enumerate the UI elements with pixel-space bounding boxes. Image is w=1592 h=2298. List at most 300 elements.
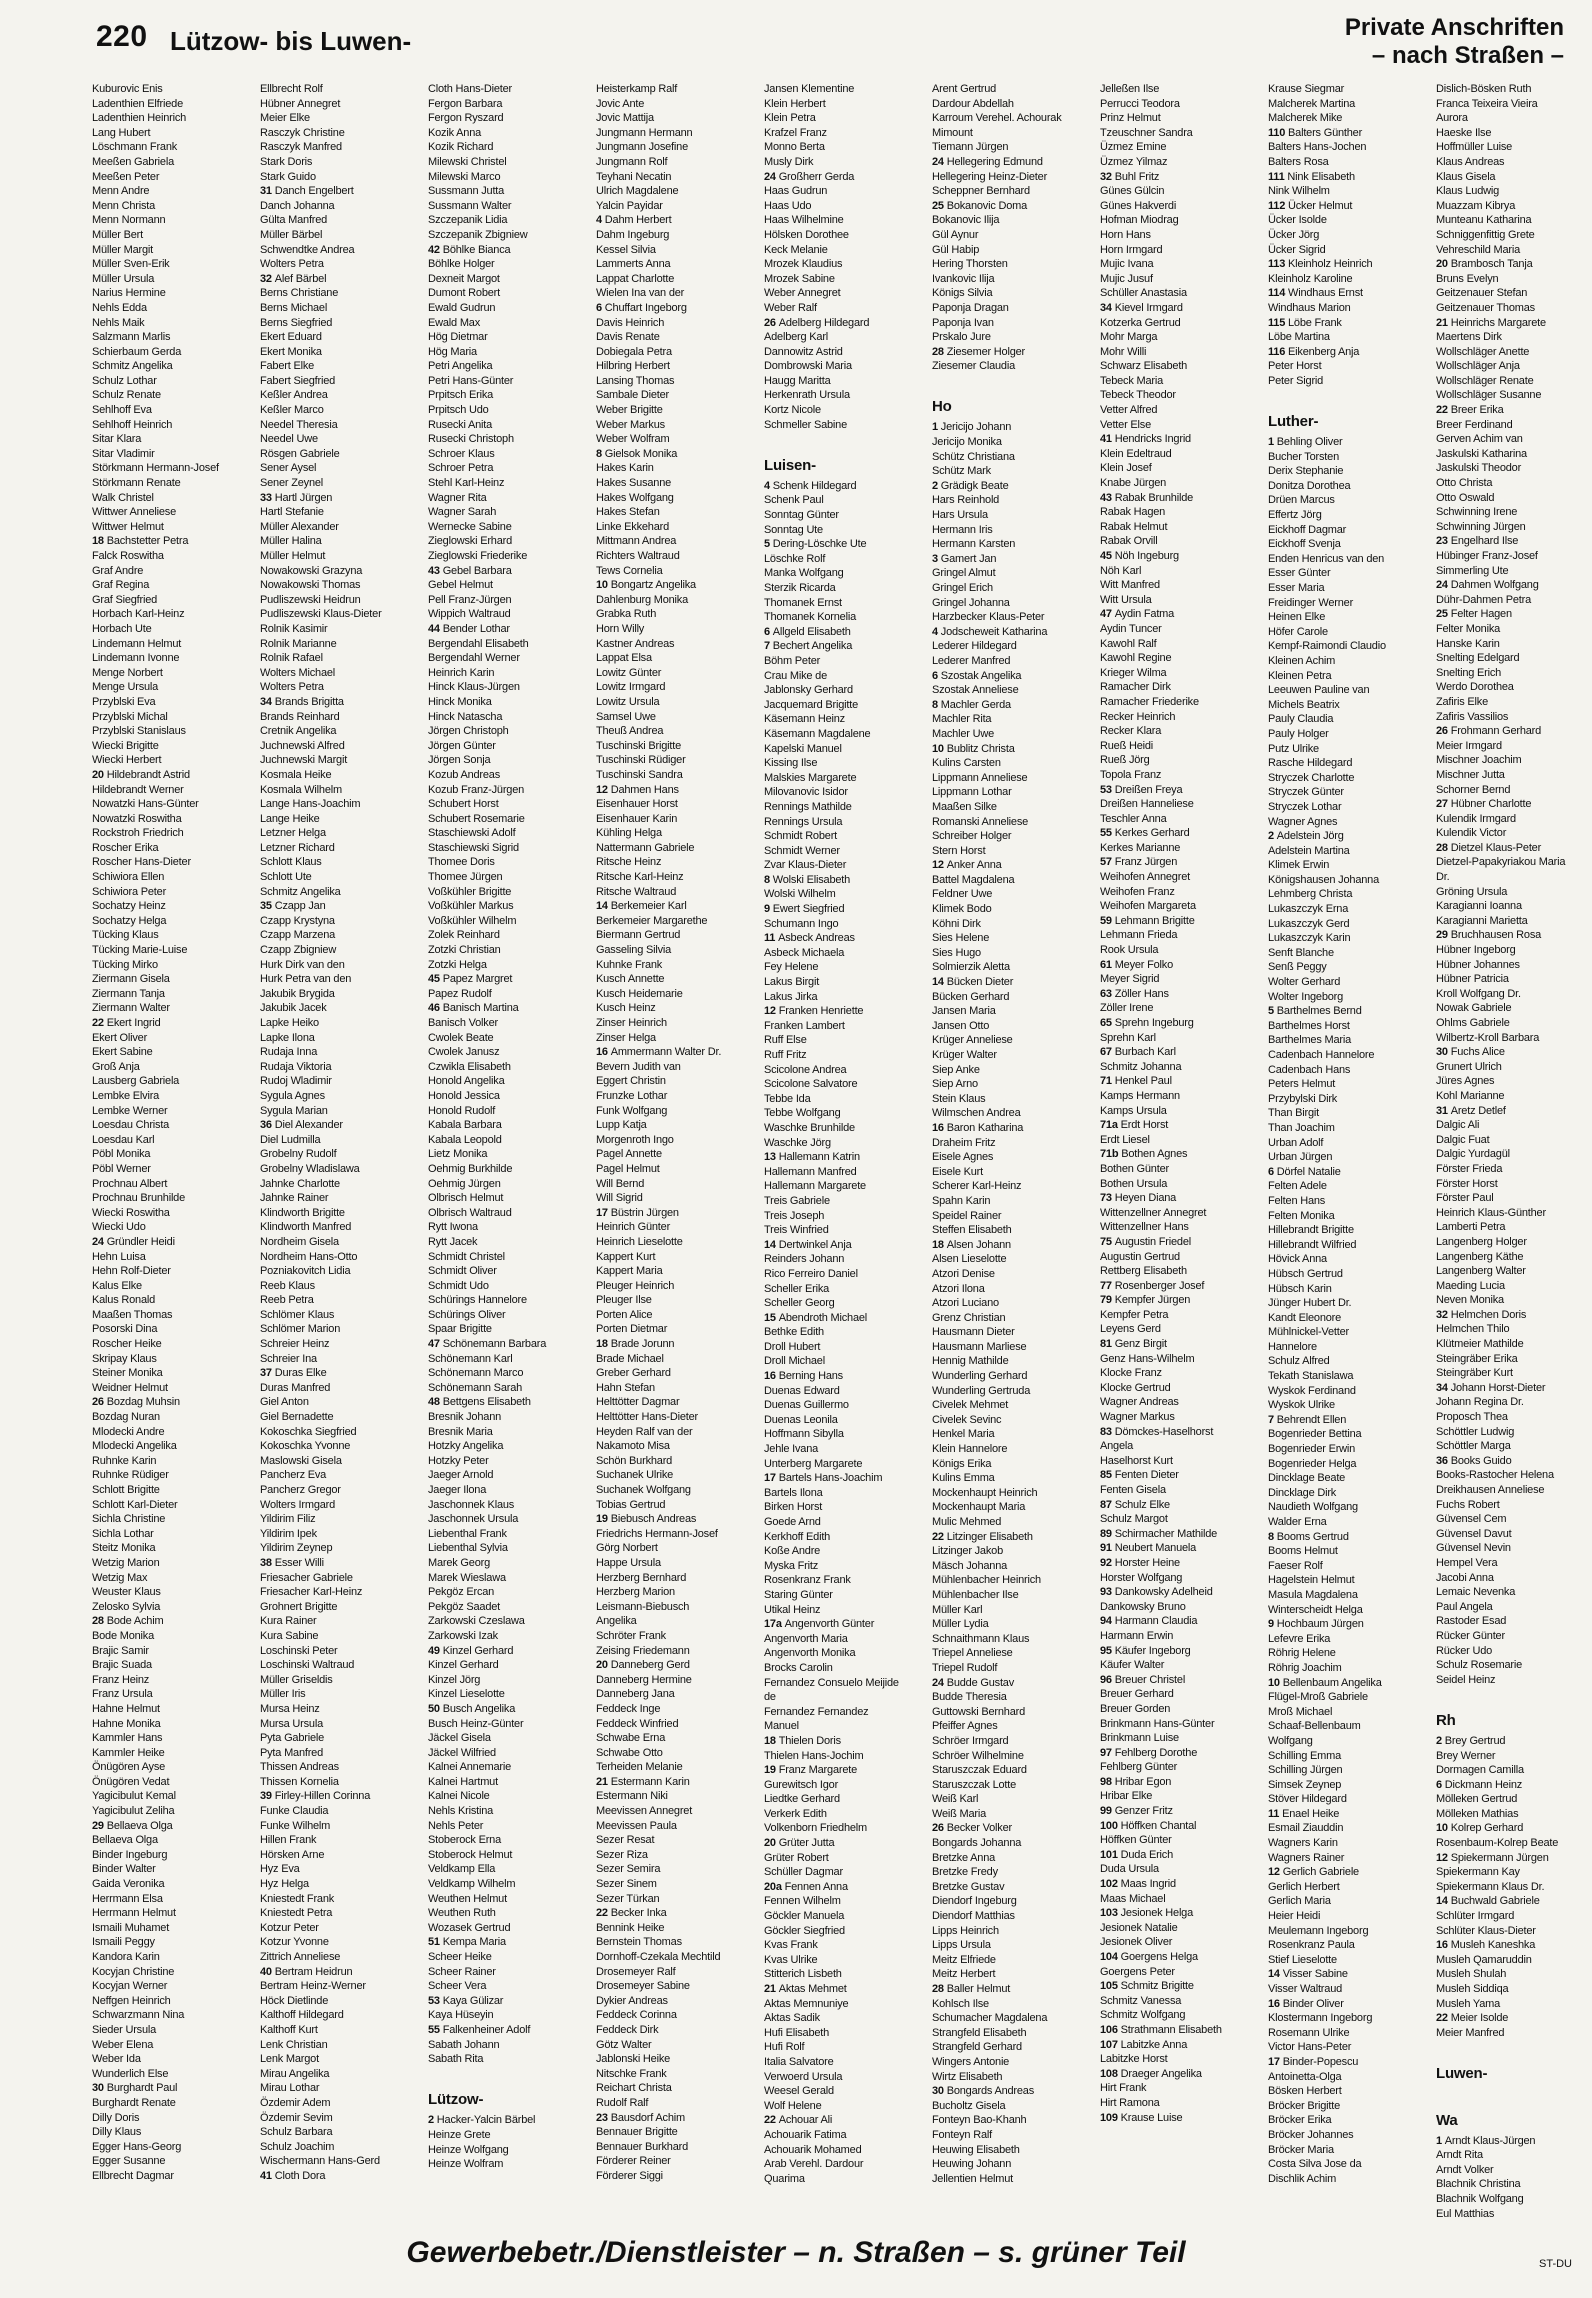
resident-entry: Dreißen Hanneliese <box>1100 798 1194 811</box>
house-number: 26 <box>92 1396 107 1409</box>
resident-entry: Röhrig Joachim <box>1268 1661 1342 1674</box>
resident-entry: Tebbe Wolfgang <box>764 1107 841 1120</box>
resident-entry: Kalus Elke <box>92 1279 142 1292</box>
resident-entry: Thielen Hans-Jochim <box>764 1749 864 1762</box>
resident-entry: Masula Magdalena <box>1268 1588 1358 1601</box>
resident-entry: Samsel Uwe <box>596 710 656 723</box>
resident-entry: Menn Andre <box>92 185 150 198</box>
resident-entry: Skripay Klaus <box>92 1352 157 1365</box>
resident-entry: Giel Bernadette <box>260 1411 334 1424</box>
house-number: 33 <box>260 491 275 504</box>
house-number: 41 <box>1100 433 1115 446</box>
resident-entry: Hermann Karsten <box>932 538 1016 551</box>
resident-entry: Jovic Mattija <box>596 112 654 125</box>
resident-entry: 27 Hübner Charlotte <box>1436 798 1532 811</box>
resident-entry: 93 Dankowsky Adelheid <box>1100 1586 1213 1599</box>
resident-entry: Brajic Suada <box>92 1659 152 1672</box>
resident-entry: 35 Czapp Jan <box>260 900 326 913</box>
resident-entry: Victor Hans-Peter <box>1268 2041 1352 2054</box>
resident-entry: Rosemann Ulrike <box>1268 2026 1350 2039</box>
resident-entry: Paponja Dragan <box>932 301 1009 314</box>
resident-entry: Schaaf-Bellenbaum <box>1268 1720 1361 1733</box>
resident-entry: Esser Maria <box>1268 582 1325 594</box>
resident-entry: 22 Breer Erika <box>1436 404 1504 417</box>
resident-entry: 30 Fuchs Alice <box>1436 1046 1505 1059</box>
resident-entry: Adelberg Karl <box>764 331 829 344</box>
resident-entry: 71a Erdt Horst <box>1100 1119 1169 1132</box>
resident-entry: Zieglowski Friederike <box>428 550 528 562</box>
resident-entry: Przyblski Stanislaus <box>92 725 186 738</box>
resident-entry: 1 Arndt Klaus-Jürgen <box>1436 2134 1536 2147</box>
resident-entry: Brinkmann Hans-Günter <box>1100 1717 1215 1730</box>
resident-entry: Fonteyn Ralf <box>932 2128 992 2141</box>
resident-entry: Schwabe Erna <box>596 1732 666 1745</box>
resident-entry: Danneberg Jana <box>596 1688 675 1701</box>
house-number: 41 <box>260 2169 275 2182</box>
resident-entry: Rabak Helmut <box>1100 520 1168 533</box>
resident-entry: Stark Guido <box>260 170 316 183</box>
resident-entry: Guttowski Bernhard <box>932 1705 1025 1718</box>
resident-entry: Klocke Gertrud <box>1100 1381 1171 1394</box>
resident-entry: Neffgen Heinrich <box>92 1994 171 2007</box>
resident-entry: Haugg Maritta <box>764 374 831 387</box>
resident-entry: Hyz Helga <box>260 1878 309 1891</box>
resident-entry: Esmail Ziauddin <box>1268 1822 1344 1835</box>
resident-entry: 105 Schmitz Brigitte <box>1100 1980 1194 1993</box>
resident-entry: 6 Allgeld Elisabeth <box>764 625 851 638</box>
resident-entry: Wagners Karin <box>1268 1837 1338 1850</box>
house-number: 3 <box>932 552 941 565</box>
resident-entry: Liebenthal Sylvia <box>428 1542 508 1555</box>
resident-entry: 17 Binder-Popescu <box>1268 2055 1359 2068</box>
house-number: 22 <box>932 1530 947 1543</box>
resident-entry: Wippich Waltraud <box>428 608 511 621</box>
resident-entry: Draheim Fritz <box>932 1136 996 1149</box>
resident-entry: Triepel Anneliese <box>932 1647 1013 1660</box>
house-number: 49 <box>428 1644 443 1657</box>
resident-entry: Tuschinski Brigitte <box>596 739 682 752</box>
resident-entry: 18 Alsen Johann <box>932 1238 1011 1251</box>
resident-entry: Manka Wolfgang <box>764 567 844 580</box>
resident-entry: Schiwiora Peter <box>92 885 167 898</box>
resident-entry: Rosenkranz Frank <box>764 1574 851 1587</box>
resident-entry: Cwolek Beate <box>428 1031 494 1044</box>
resident-entry: Lange Hans-Joachim <box>260 798 361 811</box>
resident-entry: Störkmann Renate <box>92 477 181 490</box>
resident-entry: Booms Helmut <box>1268 1545 1338 1558</box>
resident-entry: Weihofen Annegret <box>1100 871 1190 884</box>
resident-entry: Ziermann Tanja <box>92 987 165 1000</box>
resident-entry: 42 Böhlke Bianca <box>428 243 511 256</box>
resident-entry: Hellegering Heinz-Dieter <box>932 170 1048 183</box>
resident-entry: Sichla Christine <box>92 1513 166 1526</box>
resident-entry: Hübner Annegret <box>260 97 341 110</box>
resident-entry: Italia Salvatore <box>764 2055 834 2068</box>
resident-entry: Göckler Manuela <box>764 1910 845 1923</box>
house-number: 109 <box>1100 2111 1121 2124</box>
resident-entry: Jovic Ante <box>596 97 645 110</box>
resident-entry: Spahn Karin <box>932 1194 991 1207</box>
resident-entry: Wernecke Sabine <box>428 520 512 533</box>
resident-entry: Rücker Udo <box>1436 1644 1493 1657</box>
resident-entry: 50 Busch Angelika <box>428 1702 516 1715</box>
resident-entry: Horn Irmgard <box>1100 243 1163 256</box>
house-number: 10 <box>596 579 611 592</box>
resident-entry: Lindemann Helmut <box>92 637 182 650</box>
resident-entry: Sezer Sinem <box>596 1878 657 1891</box>
resident-entry: Käsemann Heinz <box>764 713 845 726</box>
resident-entry: Strangfeld Elisabeth <box>932 2026 1027 2039</box>
resident-entry: Kozik Anna <box>428 126 482 139</box>
resident-entry: Sitar Klara <box>92 433 142 446</box>
resident-entry: Helttötter Hans-Dieter <box>596 1411 698 1424</box>
resident-entry: Jungmann Hermann <box>596 126 693 139</box>
resident-entry: Herrmann Elsa <box>92 1892 163 1905</box>
resident-entry: Derix Stephanie <box>1268 465 1344 478</box>
resident-entry: 110 Balters Günther <box>1268 126 1363 139</box>
resident-entry: Königs Silvia <box>932 287 993 300</box>
resident-entry: 12 Spiekermann Jürgen <box>1436 1851 1549 1864</box>
resident-entry: Kinzel Gerhard <box>428 1659 499 1672</box>
resident-entry: Alsen Lieselotte <box>932 1253 1007 1266</box>
resident-entry: 106 Strathmann Elisabeth <box>1100 2023 1222 2036</box>
house-number: 2 <box>1268 830 1277 843</box>
resident-entry: 65 Sprehn Ingeburg <box>1100 1017 1194 1029</box>
resident-entry: Löschke Rolf <box>764 552 826 565</box>
resident-entry: Maaßen Silke <box>932 800 997 813</box>
resident-entry: Hempel Vera <box>1436 1556 1498 1569</box>
resident-entry: Feddeck Corinna <box>596 2009 677 2022</box>
resident-entry: Jakubik Jacek <box>260 1002 327 1015</box>
resident-entry: Pleuger Ilse <box>596 1294 652 1307</box>
resident-entry: Sprehn Karl <box>1100 1031 1156 1044</box>
resident-entry: 114 Windhaus Ernst <box>1268 287 1363 300</box>
resident-entry: Treis Winfried <box>764 1224 829 1237</box>
resident-entry: Höffken Günter <box>1100 1834 1172 1847</box>
resident-entry: Ellbrecht Dagmar <box>92 2169 174 2182</box>
resident-entry: 26 Becker Volker <box>932 1822 1012 1835</box>
resident-entry: Franken Lambert <box>764 1019 845 1032</box>
resident-entry: Felten Monika <box>1268 1209 1335 1222</box>
resident-entry: Schwabe Otto <box>596 1746 663 1759</box>
resident-entry: Rusecki Christoph <box>428 433 514 446</box>
resident-entry: Wozasek Gertrud <box>428 1921 511 1934</box>
house-number: 18 <box>92 535 107 548</box>
resident-entry: Rudaja Inna <box>260 1046 318 1059</box>
resident-entry: 6 Dörfel Natalie <box>1268 1165 1341 1178</box>
resident-entry: Mohr Marga <box>1100 331 1158 344</box>
resident-entry: Schumann Ingo <box>764 917 839 930</box>
resident-entry: 10 Bublitz Christa <box>932 742 1015 755</box>
resident-entry: Graf Andre <box>92 564 144 577</box>
resident-entry: Wittwer Anneliese <box>92 506 177 519</box>
house-number: 30 <box>932 2085 947 2098</box>
resident-entry: 107 Labitzke Anna <box>1100 2038 1188 2051</box>
house-number: 32 <box>1100 170 1115 183</box>
house-number: 25 <box>1436 608 1451 621</box>
resident-entry: Staschiewski Sigrid <box>428 841 519 854</box>
resident-entry: Binder Walter <box>92 1863 156 1876</box>
resident-entry: Dr. <box>1436 871 1450 884</box>
house-number: 16 <box>1436 1939 1451 1952</box>
resident-entry: Herzberg Marion <box>596 1586 675 1599</box>
resident-entry: Kamps Ursula <box>1100 1104 1167 1117</box>
resident-entry: Monno Berta <box>764 141 825 154</box>
house-number: 16 <box>596 1046 611 1059</box>
resident-entry: Crau Mike de <box>764 669 828 682</box>
resident-entry: Bokanovic Ilija <box>932 214 1000 227</box>
resident-entry: Ruhnke Karin <box>92 1454 157 1467</box>
street-heading: Luisen- <box>764 456 816 474</box>
resident-entry: Rösgen Gabriele <box>260 447 340 460</box>
resident-entry: Prpitsch Udo <box>428 404 489 417</box>
resident-entry: Angelika <box>596 1615 637 1628</box>
resident-entry: 116 Eikenberg Anja <box>1268 345 1360 358</box>
resident-entry: 14 Berkemeier Karl <box>596 900 687 913</box>
house-number: 48 <box>428 1396 443 1409</box>
resident-entry: Lapke Ilona <box>260 1031 315 1044</box>
resident-entry: Terheiden Melanie <box>596 1761 683 1774</box>
house-number: 23 <box>1436 535 1451 548</box>
resident-entry: Stehl Karl-Heinz <box>428 477 505 490</box>
resident-entry: Pagel Annette <box>596 1148 662 1161</box>
resident-entry: Duras Manfred <box>260 1381 331 1394</box>
resident-entry: Stark Doris <box>260 155 313 168</box>
resident-entry: Recker Heinrich <box>1100 710 1176 723</box>
resident-entry: Knabe Jürgen <box>1100 477 1167 490</box>
house-number: 105 <box>1100 1980 1121 1993</box>
house-number: 26 <box>932 1822 947 1835</box>
resident-entry: Kotzur Peter <box>260 1921 319 1934</box>
house-number: 7 <box>1268 1413 1277 1426</box>
house-number: 20 <box>596 1659 611 1672</box>
resident-entry: Bongards Johanna <box>932 1837 1022 1850</box>
house-number: 12 <box>1436 1851 1451 1864</box>
resident-entry: Yalcin Payidar <box>596 199 663 212</box>
resident-entry: Zinser Heinrich <box>596 1017 667 1029</box>
resident-entry: Dietzel-Papakyriakou Maria <box>1436 856 1566 869</box>
resident-entry: Davis Renate <box>596 331 660 344</box>
house-number: 24 <box>932 155 947 168</box>
resident-entry: Than Joachim <box>1268 1121 1335 1134</box>
resident-entry: Pöbl Monika <box>92 1148 151 1161</box>
resident-entry: Ramacher Dirk <box>1100 681 1171 694</box>
resident-entry: 79 Kempfer Jürgen <box>1100 1294 1191 1307</box>
resident-entry: Jacquemard Brigitte <box>764 698 859 711</box>
resident-entry: Petri Angelika <box>428 360 493 373</box>
resident-entry: 43 Rabak Brunhilde <box>1100 491 1194 504</box>
resident-entry: Mirau Lothar <box>260 2082 320 2095</box>
resident-entry: Stitterich Lisbeth <box>764 1968 842 1981</box>
resident-entry: Spiekermann Kay <box>1436 1866 1520 1879</box>
resident-entry: Kappert Kurt <box>596 1250 656 1263</box>
resident-entry: 32 Helmchen Doris <box>1436 1308 1527 1321</box>
resident-entry: Goergens Peter <box>1100 1965 1175 1978</box>
resident-entry: Schreier Ina <box>260 1352 317 1365</box>
house-number: 77 <box>1100 1279 1115 1292</box>
resident-entry: Porten Alice <box>596 1308 653 1321</box>
resident-entry: Felter Monika <box>1436 622 1501 635</box>
resident-entry: Volkenborn Friedhelm <box>764 1822 868 1835</box>
resident-entry: Civelek Mehmet <box>932 1399 1009 1412</box>
house-number: 53 <box>1100 783 1115 796</box>
resident-entry: Zafiris Vassilios <box>1436 710 1509 723</box>
house-number: 14 <box>1268 1968 1283 1981</box>
resident-entry: Wollschläger Anja <box>1436 360 1520 373</box>
resident-entry: Güvensel Cem <box>1436 1513 1507 1526</box>
house-number: 12 <box>932 859 947 872</box>
resident-entry: Johann Regina Dr. <box>1436 1396 1524 1409</box>
resident-entry: Jellentien Helmut <box>932 2172 1013 2185</box>
resident-entry: 13 Hallemann Katrin <box>764 1151 860 1164</box>
house-number: 111 <box>1268 170 1288 183</box>
resident-entry: Lappat Charlotte <box>596 272 675 285</box>
house-number: 21 <box>1436 316 1451 329</box>
resident-entry: 10 Bellenbaum Angelika <box>1268 1676 1382 1689</box>
resident-entry: Spaar Brigitte <box>428 1323 492 1336</box>
resident-entry: Sochatzy Helga <box>92 914 167 927</box>
resident-entry: Jakubik Brygida <box>260 987 335 1000</box>
resident-entry: Czwikla Elisabeth <box>428 1060 511 1073</box>
resident-entry: Frunzke Lothar <box>596 1089 668 1102</box>
resident-entry: Rueß Jörg <box>1100 754 1150 767</box>
resident-entry: 75 Augustin Friedel <box>1100 1235 1191 1248</box>
resident-entry: Bennauer Brigitte <box>596 2126 678 2139</box>
resident-entry: 11 Asbeck Andreas <box>764 932 855 945</box>
resident-entry: Zotzki Christian <box>428 944 501 957</box>
resident-entry: Pancherz Eva <box>260 1469 327 1482</box>
resident-entry: Heuwing Elisabeth <box>932 2143 1020 2156</box>
resident-entry: Mujic Jusuf <box>1100 272 1153 285</box>
house-number: 17 <box>596 1206 611 1219</box>
resident-entry: Bergendahl Werner <box>428 652 520 665</box>
resident-entry: Friesacher Gabriele <box>260 1571 353 1584</box>
resident-entry: Weuster Klaus <box>92 1586 161 1599</box>
house-number: 25 <box>932 199 947 212</box>
resident-entry: Asbeck Michaela <box>764 946 845 959</box>
resident-entry: Hübner Johannes <box>1436 958 1520 971</box>
resident-entry: Ritsche Heinz <box>596 856 662 869</box>
resident-entry: Nowakowski Grazyna <box>260 564 363 577</box>
resident-entry: 85 Fenten Dieter <box>1100 1469 1179 1482</box>
resident-entry: Danneberg Hermine <box>596 1673 692 1686</box>
house-number: 36 <box>1436 1454 1451 1467</box>
resident-entry: Fennen Wilhelm <box>764 1895 841 1908</box>
resident-entry: Steiner Monika <box>92 1367 163 1380</box>
resident-entry: Tücking Mirko <box>92 958 158 971</box>
resident-entry: 32 Alef Bärbel <box>260 272 327 285</box>
resident-entry: Kandora Karin <box>92 1951 160 1963</box>
resident-entry: Eisele Agnes <box>932 1151 994 1164</box>
resident-entry: Funke Claudia <box>260 1805 329 1818</box>
resident-entry: Speidel Rainer <box>932 1209 1002 1222</box>
house-number: 29 <box>92 1819 107 1832</box>
resident-entry: Wolters Irmgard <box>260 1498 336 1511</box>
resident-entry: Olbrisch Helmut <box>428 1192 504 1205</box>
resident-entry: Sterzik Ricarda <box>764 582 836 594</box>
resident-entry: Pudliszewski Klaus-Dieter <box>260 608 382 621</box>
resident-entry: Hillebrandt Wilfried <box>1268 1238 1357 1251</box>
page-title: Lützow- bis Luwen- <box>170 26 412 56</box>
resident-entry: Zieglowski Erhard <box>428 535 513 548</box>
resident-entry: Kniestedt Petra <box>260 1907 333 1920</box>
resident-entry: Schubert Horst <box>428 798 499 811</box>
resident-entry: Schön Burkhard <box>596 1454 673 1467</box>
resident-entry: Hakes Susanne <box>596 477 672 490</box>
resident-entry: Mölleken Mathias <box>1436 1807 1519 1820</box>
resident-entry: Mäsch Johanna <box>932 1559 1008 1572</box>
resident-entry: Hübinger Franz-Josef <box>1436 550 1538 562</box>
resident-entry: Heinze Wolfgang <box>428 2143 509 2156</box>
resident-entry: Störkmann Hermann-Josef <box>92 462 219 475</box>
resident-entry: Dischlik Achim <box>1268 2172 1337 2185</box>
resident-entry: Bröcker Maria <box>1268 2143 1334 2156</box>
directory-column <box>764 82 922 2232</box>
house-number: 31 <box>1436 1104 1451 1117</box>
resident-entry: Kinzel Lieselotte <box>428 1688 505 1701</box>
resident-entry: Angenvorth Maria <box>764 1632 848 1645</box>
house-number: 99 <box>1100 1805 1115 1818</box>
resident-entry: Posorski Dina <box>92 1323 158 1336</box>
resident-entry: Sussmann Walter <box>428 199 512 212</box>
resident-entry: Walk Christel <box>92 491 154 504</box>
resident-entry: Lipps Heinrich <box>932 1924 999 1937</box>
house-number: 91 <box>1100 1542 1115 1555</box>
resident-entry: Rolnik Marianne <box>260 637 337 650</box>
resident-entry: Michels Beatrix <box>1268 698 1340 711</box>
resident-entry: Simsek Zeynep <box>1268 1778 1342 1791</box>
resident-entry: Hehn Luisa <box>92 1250 146 1263</box>
resident-entry: Mulic Mehmed <box>932 1516 1002 1528</box>
resident-entry: Günes Gülcin <box>1100 185 1165 198</box>
resident-entry: Klein Edeltraud <box>1100 447 1172 460</box>
resident-entry: Dornhoff-Czekala Mechtild <box>596 1951 721 1963</box>
resident-entry: Bröcker Brigitte <box>1268 2099 1340 2112</box>
resident-entry: Prochnau Albert <box>92 1177 168 1190</box>
resident-entry: Hörsken Arne <box>260 1848 325 1861</box>
resident-entry: Lefevre Erika <box>1268 1632 1331 1645</box>
resident-entry: 109 Krause Luise <box>1100 2111 1183 2124</box>
house-number: 95 <box>1100 1644 1115 1657</box>
resident-entry: Thomanek Kornelia <box>764 611 856 624</box>
resident-entry: 36 Diel Alexander <box>260 1119 343 1132</box>
resident-entry: Lukaszczyk Erna <box>1268 903 1349 916</box>
resident-entry: 15 Abendroth Michael <box>764 1311 868 1324</box>
resident-entry: Hinck Natascha <box>428 710 503 723</box>
resident-entry: Nöh Karl <box>1100 564 1142 577</box>
resident-entry: 99 Genzer Fritz <box>1100 1805 1173 1818</box>
resident-entry: Nowatzki Roswitha <box>92 812 182 825</box>
house-number: 44 <box>428 622 443 635</box>
resident-entry: Blachnik Christina <box>1436 2178 1521 2191</box>
resident-entry: 32 Buhl Fritz <box>1100 170 1160 183</box>
resident-entry: Kocyjan Werner <box>92 1980 168 1993</box>
house-number: 47 <box>1100 608 1115 621</box>
resident-entry: Dalgic Fuat <box>1436 1133 1490 1146</box>
resident-entry: Meulemann Ingeborg <box>1268 1924 1369 1937</box>
resident-entry: Hufi Rolf <box>764 2041 805 2054</box>
resident-entry: Sitar Vladimir <box>92 447 155 460</box>
resident-entry: Weihofen Margareta <box>1100 900 1196 913</box>
resident-entry: Ruff Else <box>764 1034 807 1047</box>
resident-entry: Kamps Hermann <box>1100 1089 1180 1102</box>
resident-entry: Dahm Ingeburg <box>596 228 670 241</box>
resident-entry: Jacobi Anna <box>1436 1571 1494 1584</box>
resident-entry: Wagner Agnes <box>1268 815 1338 828</box>
resident-entry: Menn Christa <box>92 199 156 212</box>
resident-entry: Kura Rainer <box>260 1615 317 1628</box>
resident-entry: de <box>764 1691 776 1704</box>
